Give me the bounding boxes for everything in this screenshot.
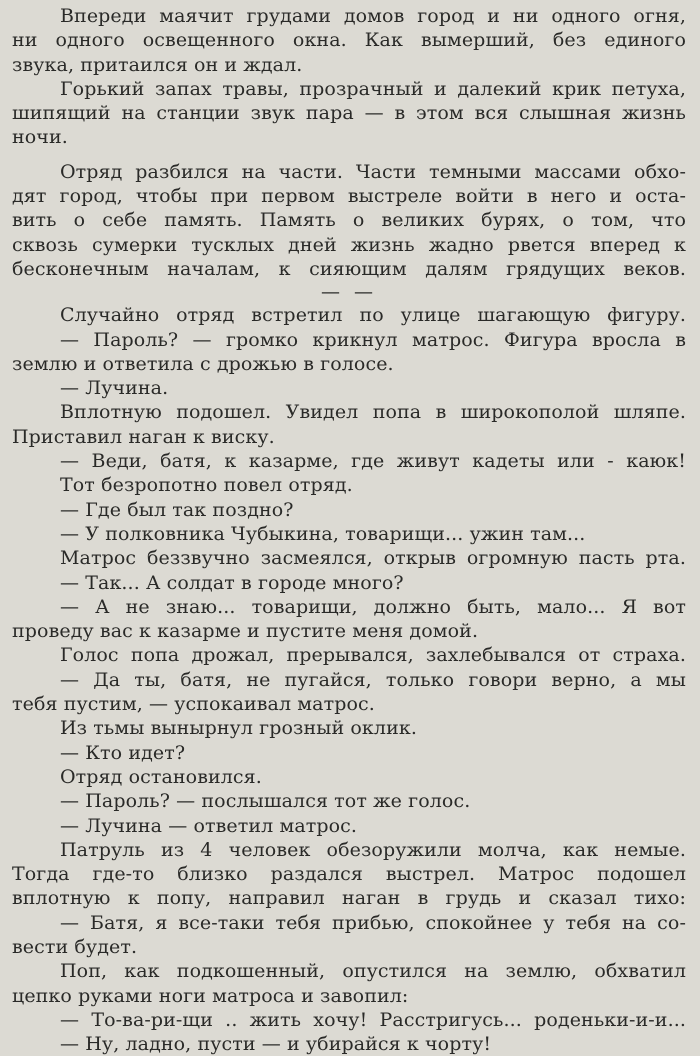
text-line: сквозь сумерки тусклых дней жизнь жадно рвется вперед к bbox=[12, 233, 686, 256]
text-line: — Ну, ладно, пусти — и убирайся к чорту! bbox=[60, 1033, 492, 1056]
text-line: Тогда где-то близко раздался выстрел. Матрос подошел bbox=[12, 863, 686, 886]
text-line: — Веди, батя, к казарме, где живут кадеты или - каюк! bbox=[60, 450, 686, 473]
text-line: Тот безропотно повел отряд. bbox=[60, 474, 353, 497]
text-line: — У полковника Чубыкина, товарищи... ужин там... bbox=[60, 522, 586, 545]
text-line: ночи. bbox=[12, 126, 68, 149]
text-line: Из тьмы вынырнул грозный оклик. bbox=[60, 717, 417, 740]
text-line: — То-ва-ри-щи .. жить хочу! Расстригусь... роденьки-и-и... bbox=[60, 1008, 686, 1031]
text-line: Матрос беззвучно засмеялся, открыв огромную пасть рта. bbox=[60, 547, 686, 570]
text-line: — Пароль? — послышался тот же голос. bbox=[60, 790, 471, 813]
text-line: — А не знаю... товарищи, должно быть, мало... Я вот bbox=[60, 595, 686, 618]
text-line: Случайно отряд встретил по улице шагающую фигуру. bbox=[60, 304, 686, 327]
text-line: Вплотную подошел. Увидел попа в широкополой шляпе. bbox=[60, 401, 686, 424]
text-line: Голос попа дрожал, прерывался, захлебывался от страха. bbox=[60, 644, 686, 667]
text-line: Патруль из 4 человек обезоружили молча, как немые. bbox=[60, 838, 686, 861]
text-line: — Так... А солдат в городе много? bbox=[60, 571, 404, 594]
text-line: Отряд разбился на части. Части темными массами обхо- bbox=[60, 160, 686, 183]
text-line: — Где был так поздно? bbox=[60, 498, 294, 521]
text-line: землю и ответила с дрожью в голосе. bbox=[12, 352, 394, 375]
text-line: дят город, чтобы при первом выстреле войти в него и оста- bbox=[12, 185, 686, 208]
text-line: шипящий на станции звук пара — в этом вся слышная жизнь bbox=[12, 102, 686, 125]
text-line: — Лучина. bbox=[60, 377, 169, 400]
text-line: Отряд остановился. bbox=[60, 765, 262, 788]
text-line: ни одного освещенного окна. Как вымерший, без единого bbox=[12, 29, 686, 52]
text-line: — Лучина — ответил матрос. bbox=[60, 814, 358, 837]
text-line: — Батя, я все-таки тебя прибью, спокойнее у тебя на со- bbox=[60, 911, 686, 934]
text-line: проведу вас к казарме и пустите меня домой. bbox=[12, 620, 479, 643]
text-line: тебя пустим, — успокаивал матрос. bbox=[12, 693, 375, 716]
text-line: — Кто идет? bbox=[60, 741, 186, 764]
text-line: Приставил наган к виску. bbox=[12, 425, 275, 448]
text-line: — Да ты, батя, не пугайся, только говори верно, а мы bbox=[60, 668, 686, 691]
text-line: — Пароль? — громко крикнул матрос. Фигура вросла в bbox=[60, 328, 686, 351]
text-line: бесконечным началам, к сияющим далям грядущих веков. bbox=[12, 257, 686, 280]
text-line: Впереди маячит грудами домов город и ни одного огня, bbox=[60, 5, 686, 27]
text-line: Горький запах травы, прозрачный и далекий крик петуха, bbox=[60, 77, 686, 100]
text-line: вести будет. bbox=[12, 935, 138, 958]
section-separator: — — bbox=[320, 281, 378, 304]
text-line: Поп, как подкошенный, опустился на землю, обхватил bbox=[60, 960, 686, 983]
text-line: цепко руками ноги матроса и завопил: bbox=[12, 984, 409, 1007]
text-line: вплотную к попу, направил наган в грудь и сказал тихо: bbox=[12, 887, 686, 910]
text-line: вить о себе память. Память о великих бурях, о том, что bbox=[12, 209, 686, 232]
text-line: звука, притаился он и ждал. bbox=[12, 53, 303, 76]
